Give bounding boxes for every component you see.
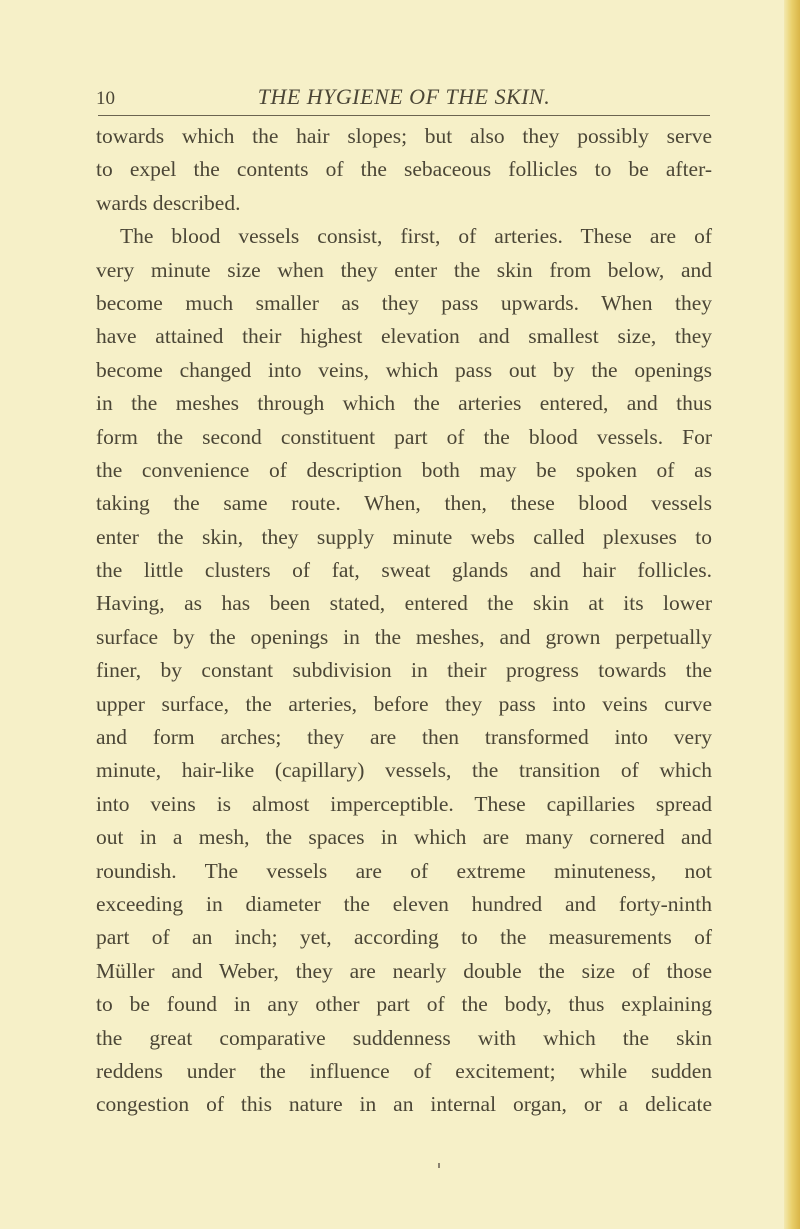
text-line: form the second constituent part of the blood vessels. For [96, 424, 712, 449]
text-line: become much smaller as they pass upwards. When they [96, 290, 712, 315]
header-rule [98, 115, 710, 116]
text-line: out in a mesh, the spaces in which are many cornered and [96, 825, 712, 850]
text-line: finer, by constant subdivision in their progress towards the [96, 658, 712, 683]
page-number: 10 [96, 88, 115, 109]
text-line: the great comparative suddenness with which the skin [96, 1025, 712, 1050]
text-line: congestion of this nature in an internal organ, or a delicate [96, 1092, 712, 1117]
text-line: wards described. [96, 190, 241, 215]
text-line: Müller and Weber, they are nearly double the size of those [96, 958, 712, 983]
text-line: upper surface, the arteries, before they pass into veins curve [96, 691, 712, 716]
text-line: towards which the hair slopes; but also they possibly serve [96, 124, 712, 148]
text-line: part of an inch; yet, according to the measurements of [96, 925, 712, 950]
text-line: the little clusters of fat, sweat glands and hair follicles. [96, 558, 712, 583]
text-line: become changed into veins, which pass out by the openings [96, 357, 712, 382]
text-line: very minute size when they enter the skin from below, and [96, 257, 712, 282]
text-line: in the meshes through which the arteries entered, and thus [96, 391, 712, 416]
running-title: THE HYGIENE OF THE SKIN. [257, 84, 551, 109]
text-line: surface by the openings in the meshes, and grown perpetually [96, 624, 712, 649]
text-line: have attained their highest elevation and smallest size, they [96, 324, 712, 349]
text-line: Having, as has been stated, entered the skin at its lower [96, 591, 712, 616]
text-line: exceeding in diameter the eleven hundred and forty-ninth [96, 891, 712, 916]
text-line: taking the same route. When, then, these blood vessels [96, 491, 712, 516]
page-edge [784, 0, 800, 1229]
text-line: roundish. The vessels are of extreme minuteness, not [96, 858, 712, 883]
page-header [96, 84, 712, 114]
text-line: to be found in any other part of the body, thus explaining [96, 992, 712, 1017]
body-text [96, 120, 712, 1122]
text-line: into veins is almost imperceptible. These capillaries spread [96, 791, 712, 816]
text-line: the convenience of description both may be spoken of as [96, 457, 712, 482]
text-line: to expel the contents of the sebaceous follicles to be after- [96, 157, 712, 182]
text-line: and form arches; they are then transformed into very [96, 725, 712, 750]
text-line: enter the skin, they supply minute webs called plexuses to [96, 524, 712, 549]
text-line: minute, hair-like (capillary) vessels, the transition of which [96, 758, 712, 783]
text-line: reddens under the influence of excitement; while sudden [96, 1058, 712, 1083]
print-mark [438, 1163, 440, 1168]
text-line: The blood vessels consist, first, of arteries. These are of [120, 224, 712, 249]
